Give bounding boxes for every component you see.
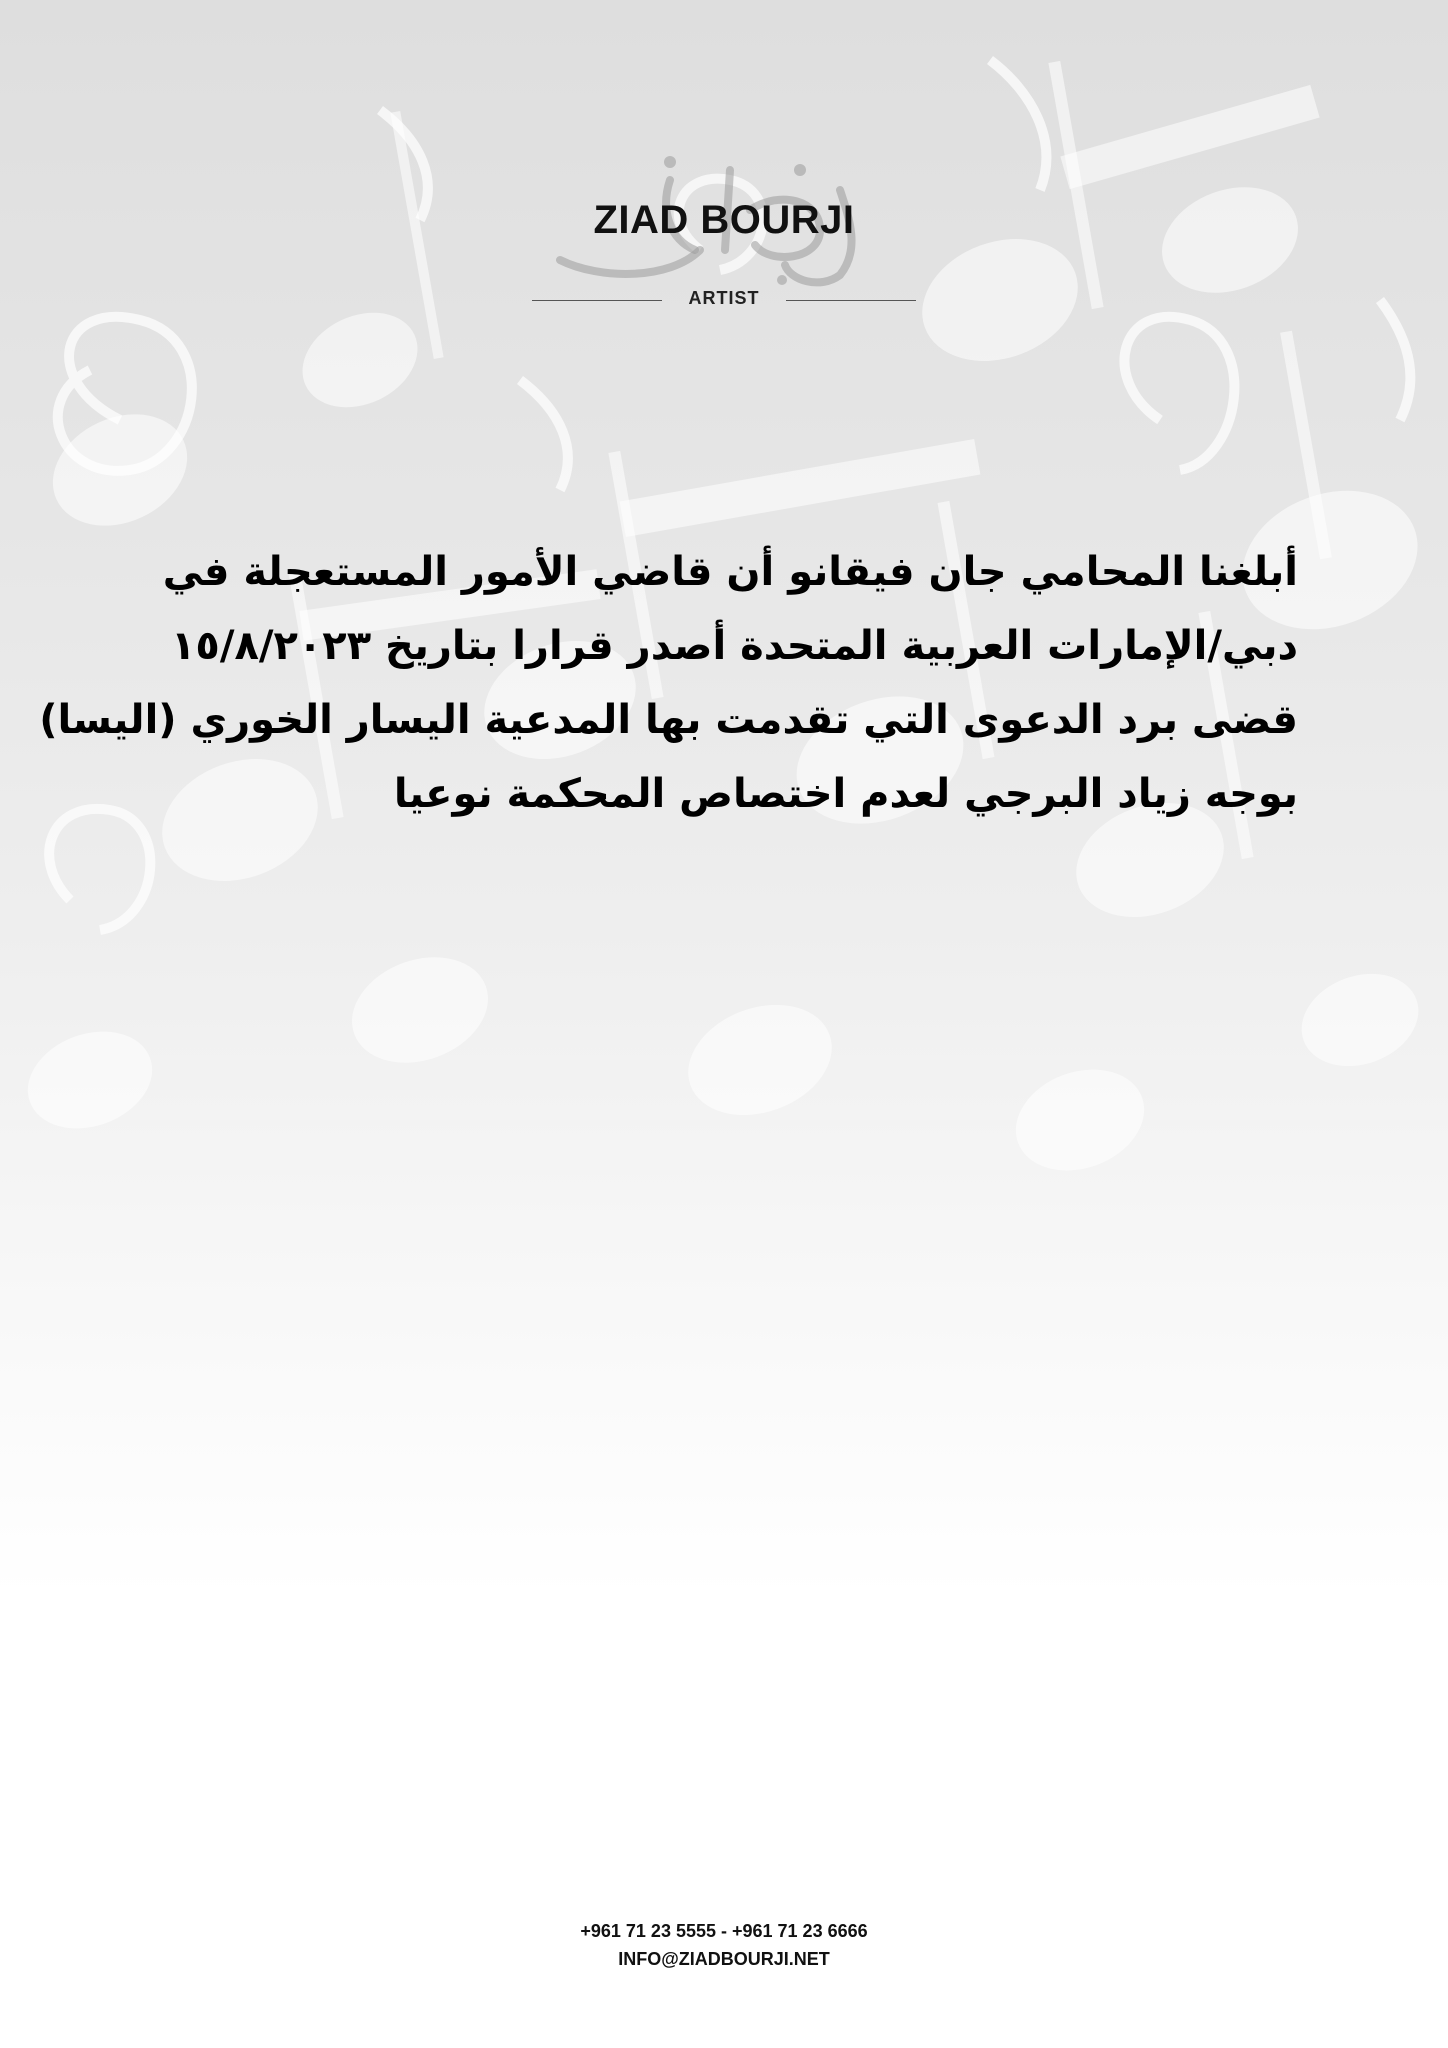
statement-line: قضى برد الدعوى التي تقدمت بها المدعية اليسار الخوري (اليسا) [39, 697, 1298, 743]
phone-numbers: +961 71 23 5555 - +961 71 23 6666 [580, 1921, 868, 1941]
contact-footer [0, 1917, 1448, 1973]
tagline: ARTIST [688, 288, 760, 308]
statement-line: بوجه زياد البرجي لعدم اختصاص المحكمة نوعيا [393, 771, 1298, 817]
email-address: INFO@ZIADBOURJI.NET [618, 1949, 830, 1969]
statement-line: دبي/الإمارات العربية المتحدة أصدر قرارا بتاريخ ١٥/٨/٢٠٢٣ [171, 623, 1298, 669]
letterhead-header [0, 150, 1448, 330]
tagline-row [0, 288, 1448, 312]
tagline-rule-right [786, 300, 916, 301]
brand-name: ZIAD BOURJI [593, 198, 855, 242]
statement-body [39, 535, 1298, 831]
statement-line: أبلغنا المحامي جان فيقانو أن قاضي الأمور المستعجلة في [162, 549, 1298, 595]
